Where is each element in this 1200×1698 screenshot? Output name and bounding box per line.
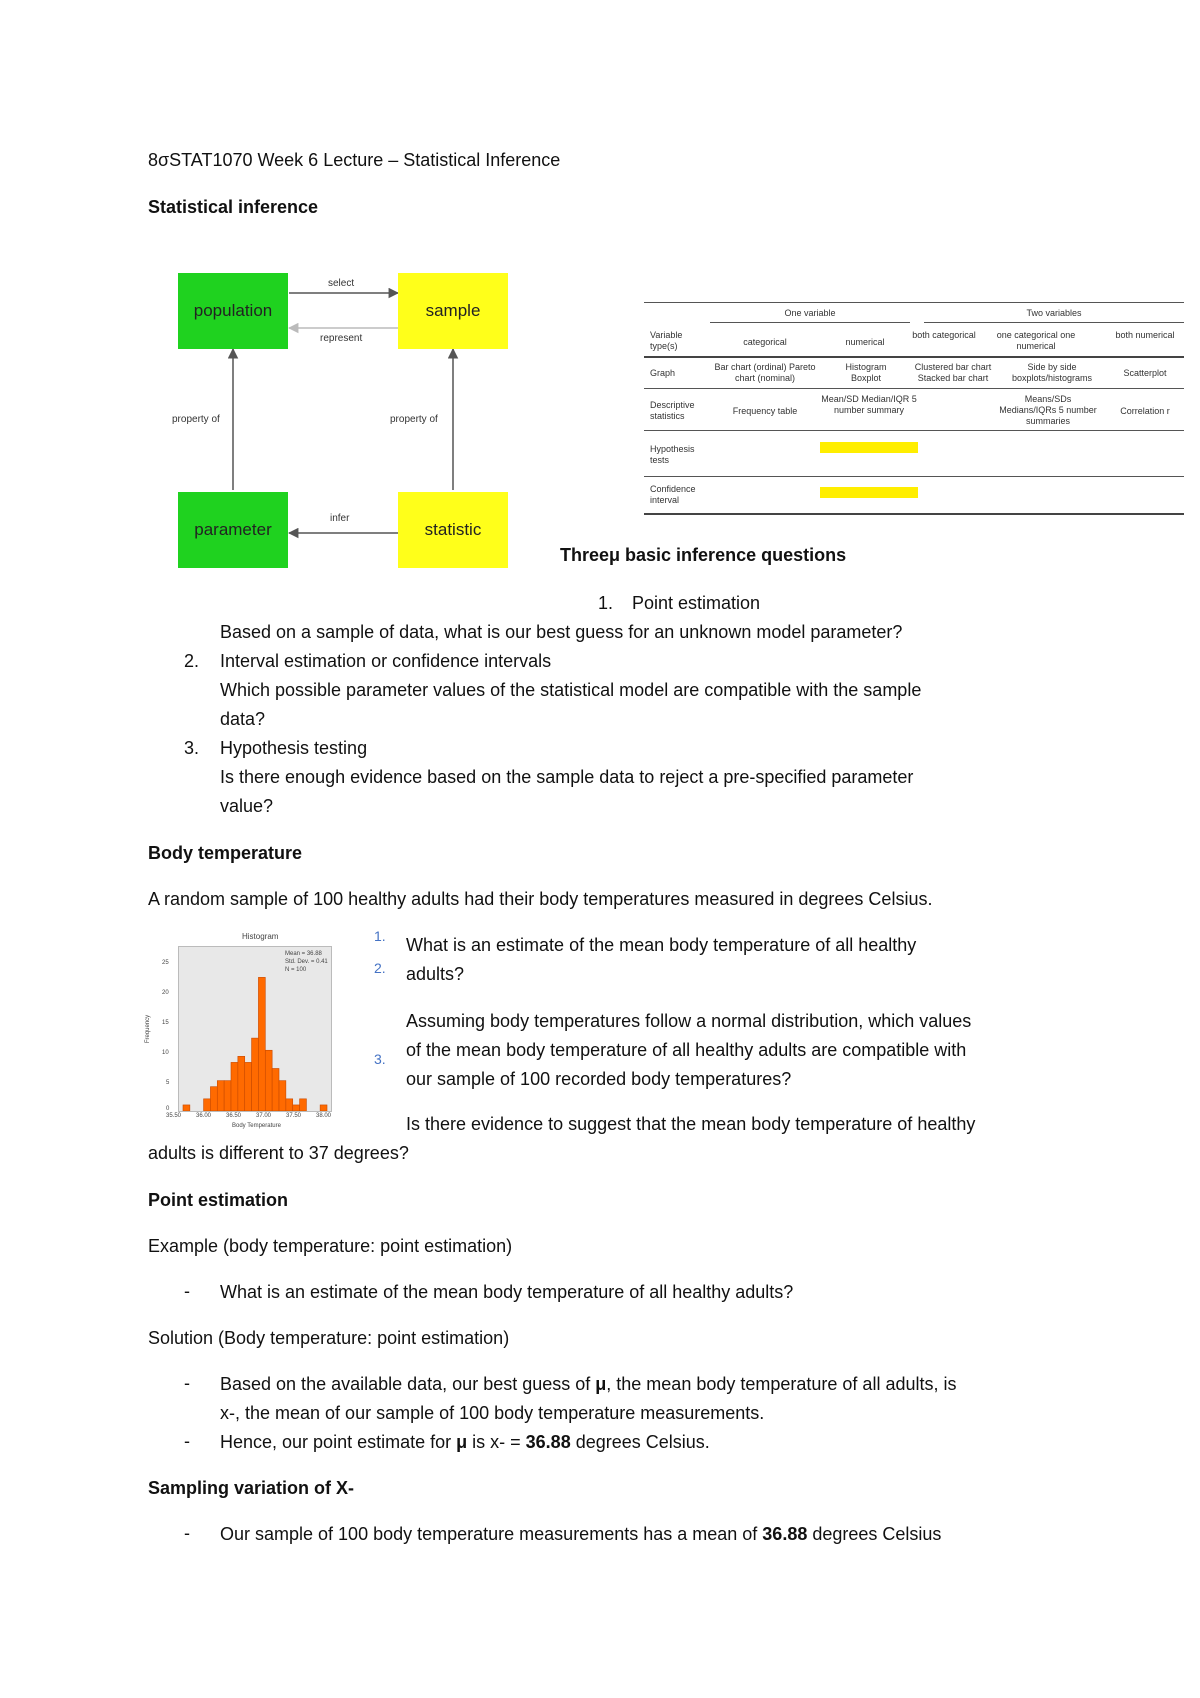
bullet-dash: -: [184, 1523, 190, 1543]
solution-line-1-a: Based on the available data, our best guess of: [220, 1374, 596, 1394]
group-header-two-variables: Two variables: [1026, 308, 1082, 318]
x-tick: 37.50: [286, 1113, 302, 1119]
bt-question-3-line2: adults is different to 37 degrees?: [148, 1143, 409, 1163]
sampling-variation-line: [220, 1523, 941, 1545]
type-both-numerical: both numerical: [1115, 330, 1175, 340]
histogram-bar: [238, 1056, 245, 1111]
page-title: 8σSTAT1070 Week 6 Lecture – Statistical Inference: [148, 150, 561, 170]
solution-line-2: x-, the mean of our sample of 100 body temperature measurements.: [220, 1403, 765, 1423]
body-temperature-intro: A random sample of 100 healthy adults had their body temperatures measured in degrees Celsius.: [148, 889, 933, 909]
bt-question-3-line1: Is there evidence to suggest that the mean body temperature of healthy: [406, 1114, 976, 1134]
point-estimation-solution-label: Solution (Body temperature: point estimation): [148, 1328, 510, 1348]
x-tick: 37.00: [256, 1113, 272, 1119]
x-tick: 38.00: [316, 1113, 332, 1119]
histogram-x-label: Body Temperature: [232, 1123, 281, 1129]
question-3-number: 3.: [184, 738, 200, 758]
bt-question-2-number: 2.: [374, 960, 386, 976]
histogram-bar: [224, 1081, 231, 1111]
y-tick: 10: [162, 1050, 169, 1056]
body-temperature-heading: Body temperature: [148, 843, 303, 863]
property-of-left-label: property of: [172, 414, 220, 425]
mu-symbol: μ: [456, 1432, 468, 1452]
section-heading-statistical-inference: Statistical inference: [148, 197, 319, 217]
graph-categorical: Bar chart (ordinal) Pareto chart (nominal): [714, 362, 816, 383]
sample-box: sample: [398, 273, 508, 349]
infer-label: infer: [330, 513, 350, 524]
bt-question-2-line1: Assuming body temperatures follow a normal distribution, which values: [406, 1011, 972, 1031]
question-3-title: Hypothesis testing: [220, 738, 368, 758]
row-label-hypothesis: Hypothesis tests: [650, 444, 695, 465]
bullet-dash: -: [184, 1373, 190, 1393]
histogram-bar: [258, 977, 265, 1111]
bt-question-1-line1: What is an estimate of the mean body temperature of all healthy: [406, 935, 917, 955]
bt-question-2-line3: our sample of 100 recorded body temperatures?: [406, 1069, 792, 1089]
histogram-legend-mean: Mean = 36.88: [285, 951, 322, 957]
type-numerical: numerical: [845, 337, 885, 347]
question-2-number: 2.: [184, 651, 200, 671]
histogram-plot-area: [178, 946, 332, 1112]
graph-both-categorical: Clustered bar chart Stacked bar chart: [914, 362, 992, 383]
select-label: select: [328, 278, 355, 289]
question-3-description-line1: Is there enough evidence based on the sample data to reject a pre-specified parameter: [220, 767, 914, 787]
histogram-bar: [286, 1099, 293, 1111]
descriptive-one-cat-one-num: Means/SDs Medians/IQRs 5 number summaries: [999, 394, 1097, 426]
solution-line-3-c: degrees Celsius.: [570, 1432, 710, 1452]
histogram-bar: [245, 1062, 252, 1111]
descriptive-categorical: Frequency table: [732, 406, 798, 416]
descriptive-both-numerical: Correlation r: [1120, 406, 1170, 416]
descriptive-numerical: Mean/SD Median/IQR 5 number summary: [821, 394, 917, 415]
histogram-bar: [183, 1105, 190, 1111]
bt-question-2-line2: of the mean body temperature of all healthy adults are compatible with: [406, 1040, 967, 1060]
y-tick: 15: [162, 1020, 169, 1026]
question-2-description-line1: Which possible parameter values of the statistical model are compatible with the sample: [220, 680, 922, 700]
histogram-legend-n: N = 100: [285, 967, 307, 973]
y-tick: 20: [162, 990, 169, 996]
histogram-bar: [265, 1050, 272, 1111]
x-tick: 36.00: [196, 1113, 212, 1119]
solution-line-1-b: , the mean body temperature of all adults, is: [606, 1374, 957, 1394]
row-label-confidence: Confidence interval: [650, 484, 696, 505]
question-3-description-line2: value?: [220, 796, 274, 816]
point-estimation-example-label: Example (body temperature: point estimation): [148, 1236, 513, 1256]
histogram-bar: [204, 1099, 211, 1111]
sampling-variation-line-a: Our sample of 100 body temperature measurements has a mean of: [220, 1524, 763, 1544]
represent-label: represent: [320, 333, 363, 344]
solution-line-3-b: is x- =: [467, 1432, 526, 1452]
bt-question-3-number: 3.: [374, 1051, 386, 1067]
point-estimation-example-question: What is an estimate of the mean body temperature of all healthy adults?: [220, 1282, 794, 1302]
y-tick: 5: [166, 1080, 170, 1086]
histogram-bar: [252, 1038, 259, 1111]
y-tick: 0: [166, 1106, 170, 1112]
row-label-descriptive: Descriptive statistics: [650, 400, 695, 421]
mu-symbol: μ: [595, 1374, 607, 1394]
parameter-box: parameter: [178, 492, 288, 568]
solution-line-3: [220, 1431, 710, 1453]
graph-numerical: Histogram Boxplot: [845, 362, 887, 383]
question-2-description-line2: data?: [220, 709, 266, 729]
question-1-description: Based on a sample of data, what is our best guess for an unknown model parameter?: [220, 622, 903, 642]
solution-line-3-a: Hence, our point estimate for: [220, 1432, 457, 1452]
histogram-bar: [210, 1087, 217, 1111]
histogram-bar: [231, 1062, 238, 1111]
histogram-bar: [320, 1105, 327, 1111]
point-estimation-heading: Point estimation: [148, 1190, 289, 1210]
sample-mean-value: 36.88: [762, 1524, 808, 1544]
histogram-title: Histogram: [242, 932, 279, 941]
hypothesis-highlight: [820, 442, 918, 453]
histogram-legend-sd: Std. Dev. = 0.41: [285, 959, 328, 965]
inference-questions-heading: Threeμ basic inference questions: [560, 545, 847, 565]
body-temperature-histogram: [145, 932, 338, 1132]
bt-question-1-number: 1.: [374, 928, 386, 944]
population-box: population: [178, 273, 288, 349]
bullet-dash: -: [184, 1281, 190, 1301]
type-one-cat-one-num: one categorical one numerical: [996, 330, 1076, 351]
histogram-bars: [179, 947, 331, 1111]
y-tick: 25: [162, 960, 169, 966]
confidence-highlight: [820, 487, 918, 498]
type-both-categorical: both categorical: [912, 330, 976, 340]
variable-types-label: Variable type(s): [650, 330, 683, 351]
question-1-number: 1.: [598, 593, 614, 613]
summary-table: [644, 300, 1184, 520]
sampling-variation-line-b: degrees Celsius: [807, 1524, 942, 1544]
statistic-box: statistic: [398, 492, 508, 568]
group-header-one-variable: One variable: [784, 308, 836, 318]
inference-diagram: [172, 270, 514, 570]
point-estimate-value: 36.88: [525, 1432, 571, 1452]
bullet-dash: -: [184, 1431, 190, 1451]
row-label-graph: Graph: [650, 368, 676, 378]
sampling-variation-heading: Sampling variation of X-: [148, 1478, 355, 1498]
histogram-y-label: Frequency: [145, 1014, 152, 1044]
question-1-title: Point estimation: [632, 593, 761, 613]
histogram-bar: [217, 1081, 224, 1111]
histogram-bar: [300, 1099, 307, 1111]
x-tick: 35.50: [166, 1113, 182, 1119]
type-categorical: categorical: [743, 337, 787, 347]
x-tick: 36.50: [226, 1113, 242, 1119]
histogram-bar: [293, 1105, 300, 1111]
solution-line-1: [220, 1373, 956, 1395]
graph-one-cat-one-num: Side by side boxplots/histograms: [1011, 362, 1093, 383]
histogram-bar: [272, 1068, 279, 1111]
property-of-right-label: property of: [390, 414, 438, 425]
histogram-bar: [279, 1081, 286, 1111]
bt-question-1-line2: adults?: [406, 964, 465, 984]
graph-both-numerical: Scatterplot: [1123, 368, 1167, 378]
question-2-title: Interval estimation or confidence intervals: [220, 651, 552, 671]
